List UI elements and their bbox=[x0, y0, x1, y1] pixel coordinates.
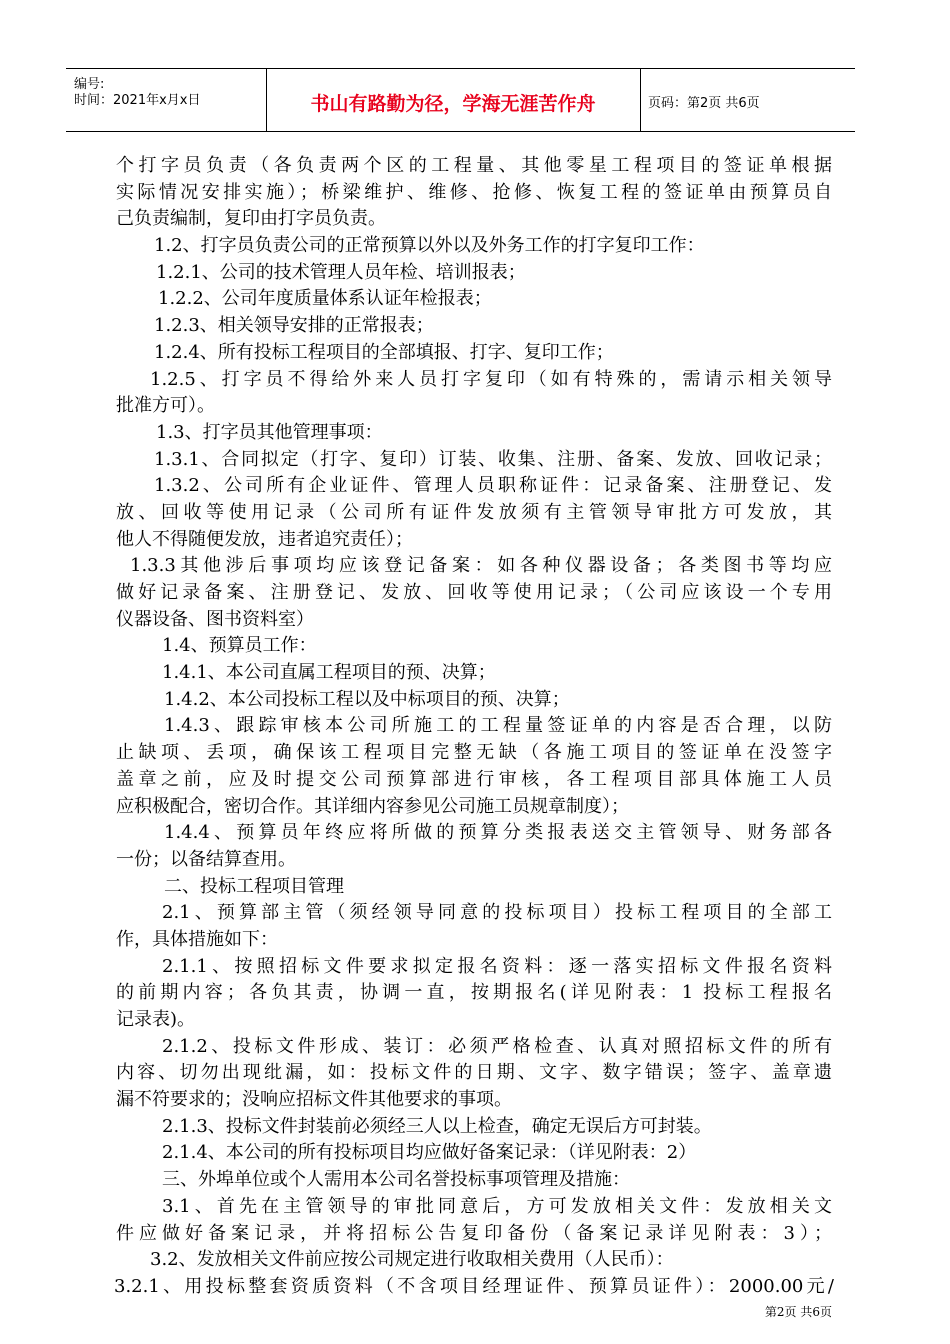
text-line: 2.1.4、本公司的所有投标项目均应做好备案记录：（详见附表：2） bbox=[162, 1142, 697, 1164]
header-motto-cell bbox=[266, 69, 641, 131]
text-line: 漏不符要求的；没响应招标文件其他要求的事项。 bbox=[116, 1089, 512, 1111]
text-line: 1.4.1、本公司直属工程项目的预、决算； bbox=[162, 662, 496, 684]
text-line: 3.2、发放相关文件前应按公司规定进行收取相关费用（人民币）： bbox=[150, 1249, 674, 1271]
text-line: 一份；以备结算查用。 bbox=[116, 848, 296, 870]
text-line: 做好记录备案、注册登记、发放、回收等使用记录；（公司应该设一个专用 bbox=[116, 582, 832, 603]
text-line: 1.2.2、公司年度质量体系认证年检报表； bbox=[158, 288, 492, 310]
text-line: 1.3、打字员其他管理事项： bbox=[156, 421, 383, 443]
header-meta bbox=[66, 69, 267, 131]
doc-time-label: 时间：2021年x月x日 bbox=[74, 93, 201, 108]
text-line: 作，具体措施如下： bbox=[116, 928, 278, 950]
text-line: 止缺项、丢项，确保该工程项目完整无缺（各施工项目的签证单在没签字 bbox=[116, 742, 832, 764]
text-line: 己负责编制，复印由打字员负责。 bbox=[116, 208, 386, 230]
text-line: 三、外埠单位或个人需用本公司名誉投标事项管理及措施： bbox=[162, 1169, 630, 1191]
text-line: 记录表)。 bbox=[116, 1009, 196, 1030]
text-line: 1.2、打字员负责公司的正常预算以外以及外务工作的打字复印工作： bbox=[154, 235, 705, 257]
text-line: 1.4.2、本公司投标工程以及中标项目的预、决算； bbox=[164, 688, 570, 710]
text-line: 件应做好备案记录，并将招标公告复印备份（备案记录详见附表：3）； bbox=[116, 1222, 832, 1244]
text-line: 盖章之前，应及时提交公司预算部进行审核，各工程项目部具体施工人员 bbox=[116, 768, 832, 790]
text-line: 二、投标工程项目管理 bbox=[164, 875, 344, 897]
text-line: 1.4、预算员工作： bbox=[162, 635, 317, 657]
text-line: 个打字员负责（各负责两个区的工程量、其他零星工程项目的签证单根据 bbox=[116, 155, 832, 176]
text-line: 1.3.3其他涉后事项均应该登记备案：如各种仪器设备；各类图书等均应 bbox=[130, 555, 832, 577]
text-line: 1.4.3、跟踪审核本公司所施工的工程量签证单的内容是否合理，以防 bbox=[164, 715, 832, 737]
text-line: 1.3.2、公司所有企业证件、管理人员职称证件：记录备案、注册登记、发 bbox=[154, 475, 832, 497]
text-line: 实际情况安排实施）；桥梁维护、维修、抢修、恢复工程的签证单由预算员自 bbox=[116, 181, 832, 203]
text-line: 应积极配合，密切合作。其详细内容参见公司施工员规章制度）； bbox=[116, 795, 629, 817]
header-motto: 书山有路勤为径，学海无涯苦作舟 bbox=[310, 93, 596, 115]
text-line: 2.1.1、按照招标文件要求拟定报名资料：逐一落实招标文件报名资料 bbox=[162, 955, 832, 977]
text-line: 放、回收等使用记录（公司所有证件发放须有主管领导审批方可发放，其 bbox=[116, 501, 832, 523]
text-line: 仪器设备、图书资料室） bbox=[116, 608, 314, 630]
text-line: 1.2.4、所有投标工程项目的全部填报、打字、复印工作； bbox=[154, 341, 614, 363]
text-line: 内容、切勿出现纰漏，如：投标文件的日期、文字、数字错误；签字、盖章遗 bbox=[116, 1062, 832, 1084]
text-line: 3.2.1、用投标整套资质资料（不含项目经理证件、预算员证件）：2000.00元/ bbox=[114, 1275, 834, 1297]
text-line: 1.2.3、相关领导安排的正常报表； bbox=[154, 315, 434, 337]
page-header bbox=[66, 68, 855, 132]
text-line: 2.1.2、投标文件形成、装订：必须严格检查、认真对照招标文件的所有 bbox=[162, 1035, 832, 1057]
text-line: 1.3.1、合同拟定（打字、复印）订装、收集、注册、备案、发放、回收记录； bbox=[154, 448, 832, 470]
text-line: 3.1、首先在主管领导的审批同意后，方可发放相关文件：发放相关文 bbox=[162, 1195, 832, 1217]
header-page-number: 页码：第2页 共6页 bbox=[648, 96, 760, 111]
text-line: 2.1.3、投标文件封装前必须经三人以上检查，确定无误后方可封装。 bbox=[162, 1115, 712, 1137]
text-line: 批准方可）。 bbox=[116, 395, 215, 417]
text-line: 1.2.1、公司的技术管理人员年检、培训报表； bbox=[156, 261, 526, 283]
document-body bbox=[116, 153, 832, 1301]
text-line: 他人不得随便发放，违者追究责任）； bbox=[116, 528, 413, 550]
text-line: 1.2.5、打字员不得给外来人员打字复印（如有特殊的，需请示相关领导 bbox=[150, 368, 832, 390]
doc-number-label: 编号: bbox=[74, 77, 105, 92]
header-page-cell bbox=[640, 69, 855, 131]
text-line: 的前期内容；各负其责，协调一直，按期报名(详见附表：1 投标工程报名 bbox=[116, 982, 832, 1004]
text-line: 1.4.4、预算员年终应将所做的预算分类报表送交主管领导、财务部各 bbox=[164, 822, 832, 844]
footer-page-number: 第2页 共6页 bbox=[764, 1305, 832, 1319]
text-line: 2.1、预算部主管（须经领导同意的投标项目）投标工程项目的全部工 bbox=[162, 902, 832, 924]
